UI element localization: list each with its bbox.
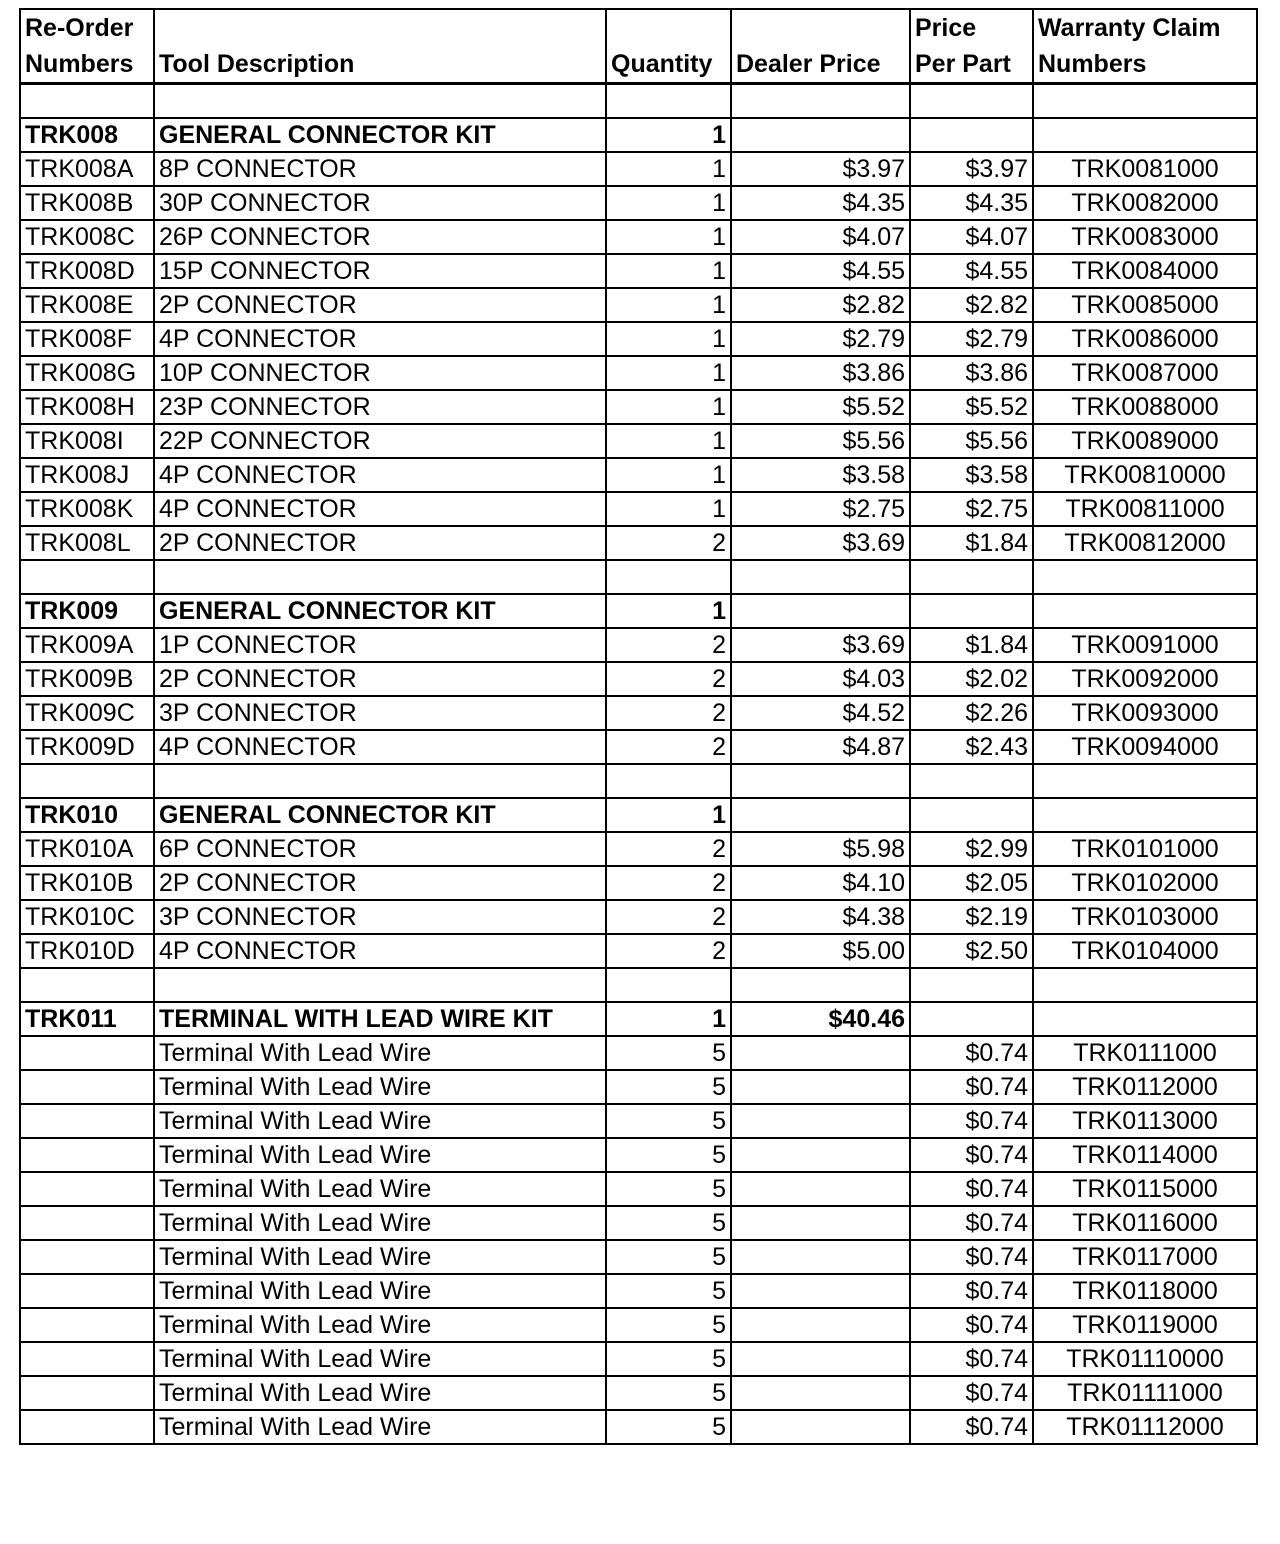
warranty-claim-number: TRK0085000 <box>1033 288 1257 322</box>
part-row <box>20 1240 1257 1274</box>
price-per-part <box>910 1002 1033 1036</box>
dealer-price: $5.98 <box>731 832 910 866</box>
warranty-claim-number: TRK00811000 <box>1033 492 1257 526</box>
price-per-part: $0.74 <box>910 1172 1033 1206</box>
quantity: 2 <box>606 900 731 934</box>
tool-description: Terminal With Lead Wire <box>154 1036 606 1070</box>
reorder-number <box>20 1308 154 1342</box>
part-row <box>20 254 1257 288</box>
warranty-claim-number <box>1033 594 1257 628</box>
reorder-number <box>20 1240 154 1274</box>
quantity: 1 <box>606 254 731 288</box>
dealer-price: $4.38 <box>731 900 910 934</box>
tool-description: Terminal With Lead Wire <box>154 1240 606 1274</box>
part-row <box>20 288 1257 322</box>
price-per-part: $1.84 <box>910 628 1033 662</box>
empty-cell <box>20 764 154 798</box>
warranty-claim-number: TRK0115000 <box>1033 1172 1257 1206</box>
reorder-number <box>20 1342 154 1376</box>
dealer-price: $3.58 <box>731 458 910 492</box>
header-price-per-part: Price Per Part <box>910 9 1033 84</box>
spacer-row <box>20 560 1257 594</box>
part-row <box>20 526 1257 560</box>
tool-description: 2P CONNECTOR <box>154 526 606 560</box>
part-row <box>20 424 1257 458</box>
dealer-price: $4.07 <box>731 220 910 254</box>
quantity: 1 <box>606 220 731 254</box>
quantity: 2 <box>606 866 731 900</box>
price-per-part: $5.52 <box>910 390 1033 424</box>
price-per-part: $2.82 <box>910 288 1033 322</box>
price-per-part: $2.43 <box>910 730 1033 764</box>
empty-cell <box>20 968 154 1002</box>
quantity: 1 <box>606 1002 731 1036</box>
quantity: 5 <box>606 1308 731 1342</box>
dealer-price: $4.87 <box>731 730 910 764</box>
reorder-number: TRK008A <box>20 152 154 186</box>
quantity: 5 <box>606 1376 731 1410</box>
quantity: 1 <box>606 458 731 492</box>
reorder-number <box>20 1376 154 1410</box>
reorder-number <box>20 1410 154 1444</box>
price-per-part: $2.75 <box>910 492 1033 526</box>
tool-description: Terminal With Lead Wire <box>154 1206 606 1240</box>
reorder-number: TRK010 <box>20 798 154 832</box>
price-per-part: $2.26 <box>910 696 1033 730</box>
price-per-part: $1.84 <box>910 526 1033 560</box>
reorder-number: TRK011 <box>20 1002 154 1036</box>
dealer-price: $2.79 <box>731 322 910 356</box>
quantity: 5 <box>606 1410 731 1444</box>
price-per-part: $2.79 <box>910 322 1033 356</box>
price-per-part: $5.56 <box>910 424 1033 458</box>
empty-cell <box>20 84 154 119</box>
quantity: 2 <box>606 934 731 968</box>
reorder-number: TRK008F <box>20 322 154 356</box>
dealer-price: $3.69 <box>731 526 910 560</box>
part-row <box>20 1138 1257 1172</box>
dealer-price <box>731 1104 910 1138</box>
empty-cell <box>1033 764 1257 798</box>
warranty-claim-number: TRK0101000 <box>1033 832 1257 866</box>
tool-description: GENERAL CONNECTOR KIT <box>154 798 606 832</box>
quantity: 2 <box>606 832 731 866</box>
warranty-claim-number: TRK0112000 <box>1033 1070 1257 1104</box>
warranty-claim-number: TRK0119000 <box>1033 1308 1257 1342</box>
empty-cell <box>606 84 731 119</box>
tool-description: TERMINAL WITH LEAD WIRE KIT <box>154 1002 606 1036</box>
quantity: 1 <box>606 186 731 220</box>
reorder-number: TRK009D <box>20 730 154 764</box>
dealer-price: $4.10 <box>731 866 910 900</box>
warranty-claim-number: TRK0092000 <box>1033 662 1257 696</box>
empty-cell <box>910 84 1033 119</box>
quantity: 5 <box>606 1104 731 1138</box>
header-warranty-claim-numbers: Warranty Claim Numbers <box>1033 9 1257 84</box>
price-per-part: $0.74 <box>910 1070 1033 1104</box>
parts-price-table <box>19 8 1258 1445</box>
price-per-part: $0.74 <box>910 1104 1033 1138</box>
dealer-price: $3.97 <box>731 152 910 186</box>
empty-cell <box>154 968 606 1002</box>
part-row <box>20 390 1257 424</box>
price-per-part: $3.86 <box>910 356 1033 390</box>
tool-description: 10P CONNECTOR <box>154 356 606 390</box>
tool-description: GENERAL CONNECTOR KIT <box>154 594 606 628</box>
tool-description: 22P CONNECTOR <box>154 424 606 458</box>
warranty-claim-number: TRK0081000 <box>1033 152 1257 186</box>
header-dealer-price: Dealer Price <box>731 9 910 84</box>
reorder-number: TRK009A <box>20 628 154 662</box>
quantity: 1 <box>606 594 731 628</box>
dealer-price <box>731 1342 910 1376</box>
part-row <box>20 492 1257 526</box>
dealer-price: $2.75 <box>731 492 910 526</box>
price-per-part: $2.02 <box>910 662 1033 696</box>
tool-description: Terminal With Lead Wire <box>154 1104 606 1138</box>
reorder-number <box>20 1104 154 1138</box>
reorder-number: TRK008E <box>20 288 154 322</box>
warranty-claim-number: TRK0084000 <box>1033 254 1257 288</box>
quantity: 1 <box>606 798 731 832</box>
part-row <box>20 1274 1257 1308</box>
warranty-claim-number: TRK0088000 <box>1033 390 1257 424</box>
reorder-number: TRK009B <box>20 662 154 696</box>
part-row <box>20 628 1257 662</box>
kit-row <box>20 1002 1257 1036</box>
tool-description: Terminal With Lead Wire <box>154 1274 606 1308</box>
part-row <box>20 1376 1257 1410</box>
reorder-number <box>20 1172 154 1206</box>
price-per-part: $3.58 <box>910 458 1033 492</box>
warranty-claim-number: TRK0118000 <box>1033 1274 1257 1308</box>
tool-description: 1P CONNECTOR <box>154 628 606 662</box>
part-row <box>20 832 1257 866</box>
warranty-claim-number <box>1033 798 1257 832</box>
dealer-price <box>731 798 910 832</box>
header-row <box>20 9 1257 84</box>
tool-description: 4P CONNECTOR <box>154 492 606 526</box>
empty-cell <box>606 560 731 594</box>
warranty-claim-number: TRK0082000 <box>1033 186 1257 220</box>
price-per-part: $0.74 <box>910 1410 1033 1444</box>
warranty-claim-number: TRK00810000 <box>1033 458 1257 492</box>
dealer-price <box>731 594 910 628</box>
reorder-number: TRK008 <box>20 118 154 152</box>
tool-description: Terminal With Lead Wire <box>154 1070 606 1104</box>
tool-description: Terminal With Lead Wire <box>154 1342 606 1376</box>
part-row <box>20 322 1257 356</box>
dealer-price: $3.86 <box>731 356 910 390</box>
tool-description: 2P CONNECTOR <box>154 662 606 696</box>
quantity: 2 <box>606 730 731 764</box>
part-row <box>20 934 1257 968</box>
quantity: 5 <box>606 1070 731 1104</box>
warranty-claim-number: TRK0116000 <box>1033 1206 1257 1240</box>
empty-cell <box>731 968 910 1002</box>
tool-description: 4P CONNECTOR <box>154 458 606 492</box>
part-row <box>20 662 1257 696</box>
quantity: 2 <box>606 526 731 560</box>
tool-description: 26P CONNECTOR <box>154 220 606 254</box>
price-per-part: $0.74 <box>910 1138 1033 1172</box>
warranty-claim-number: TRK0114000 <box>1033 1138 1257 1172</box>
reorder-number: TRK008B <box>20 186 154 220</box>
spacer-row <box>20 764 1257 798</box>
part-row <box>20 152 1257 186</box>
part-row <box>20 900 1257 934</box>
quantity: 1 <box>606 424 731 458</box>
part-row <box>20 1104 1257 1138</box>
part-row <box>20 186 1257 220</box>
empty-cell <box>731 764 910 798</box>
dealer-price: $4.55 <box>731 254 910 288</box>
dealer-price <box>731 1036 910 1070</box>
warranty-claim-number: TRK0091000 <box>1033 628 1257 662</box>
quantity: 5 <box>606 1274 731 1308</box>
price-per-part: $3.97 <box>910 152 1033 186</box>
reorder-number <box>20 1138 154 1172</box>
header-tool-description: Tool Description <box>154 9 606 84</box>
warranty-claim-number: TRK01112000 <box>1033 1410 1257 1444</box>
reorder-number: TRK008L <box>20 526 154 560</box>
reorder-number: TRK008C <box>20 220 154 254</box>
empty-cell <box>1033 84 1257 119</box>
warranty-claim-number: TRK0111000 <box>1033 1036 1257 1070</box>
tool-description: 3P CONNECTOR <box>154 696 606 730</box>
price-per-part <box>910 798 1033 832</box>
warranty-claim-number <box>1033 118 1257 152</box>
spacer-row <box>20 968 1257 1002</box>
price-per-part: $0.74 <box>910 1036 1033 1070</box>
header-reorder-numbers: Re-Order Numbers <box>20 9 154 84</box>
empty-cell <box>910 560 1033 594</box>
warranty-claim-number: TRK0083000 <box>1033 220 1257 254</box>
price-per-part: $0.74 <box>910 1376 1033 1410</box>
tool-description: 2P CONNECTOR <box>154 288 606 322</box>
quantity: 2 <box>606 628 731 662</box>
dealer-price: $5.00 <box>731 934 910 968</box>
quantity: 1 <box>606 152 731 186</box>
empty-cell <box>910 764 1033 798</box>
reorder-number <box>20 1036 154 1070</box>
tool-description: 23P CONNECTOR <box>154 390 606 424</box>
tool-description: Terminal With Lead Wire <box>154 1172 606 1206</box>
empty-cell <box>1033 968 1257 1002</box>
dealer-price: $40.46 <box>731 1002 910 1036</box>
quantity: 1 <box>606 492 731 526</box>
warranty-claim-number: TRK0094000 <box>1033 730 1257 764</box>
price-per-part: $2.50 <box>910 934 1033 968</box>
header-quantity: Quantity <box>606 9 731 84</box>
quantity: 2 <box>606 696 731 730</box>
part-row <box>20 1410 1257 1444</box>
quantity: 2 <box>606 662 731 696</box>
reorder-number: TRK009C <box>20 696 154 730</box>
price-per-part: $4.07 <box>910 220 1033 254</box>
warranty-claim-number: TRK0093000 <box>1033 696 1257 730</box>
quantity: 1 <box>606 356 731 390</box>
dealer-price <box>731 1206 910 1240</box>
part-row <box>20 1206 1257 1240</box>
quantity: 5 <box>606 1138 731 1172</box>
price-per-part: $4.35 <box>910 186 1033 220</box>
reorder-number: TRK009 <box>20 594 154 628</box>
tool-description: 15P CONNECTOR <box>154 254 606 288</box>
part-row <box>20 220 1257 254</box>
empty-cell <box>606 968 731 1002</box>
dealer-price: $5.56 <box>731 424 910 458</box>
warranty-claim-number: TRK0117000 <box>1033 1240 1257 1274</box>
warranty-claim-number: TRK0113000 <box>1033 1104 1257 1138</box>
part-row <box>20 1036 1257 1070</box>
reorder-number: TRK008J <box>20 458 154 492</box>
table-body <box>20 84 1257 1445</box>
reorder-number: TRK010A <box>20 832 154 866</box>
tool-description: Terminal With Lead Wire <box>154 1308 606 1342</box>
tool-description: 6P CONNECTOR <box>154 832 606 866</box>
dealer-price <box>731 1274 910 1308</box>
spacer-row <box>20 84 1257 119</box>
warranty-claim-number: TRK01110000 <box>1033 1342 1257 1376</box>
kit-row <box>20 118 1257 152</box>
dealer-price: $3.69 <box>731 628 910 662</box>
dealer-price: $4.35 <box>731 186 910 220</box>
empty-cell <box>731 560 910 594</box>
reorder-number: TRK008G <box>20 356 154 390</box>
tool-description: Terminal With Lead Wire <box>154 1410 606 1444</box>
quantity: 1 <box>606 118 731 152</box>
price-per-part: $4.55 <box>910 254 1033 288</box>
price-per-part: $2.99 <box>910 832 1033 866</box>
quantity: 5 <box>606 1206 731 1240</box>
price-per-part: $0.74 <box>910 1206 1033 1240</box>
part-row <box>20 1342 1257 1376</box>
tool-description: Terminal With Lead Wire <box>154 1376 606 1410</box>
warranty-claim-number: TRK0089000 <box>1033 424 1257 458</box>
part-row <box>20 1308 1257 1342</box>
warranty-claim-number: TRK0102000 <box>1033 866 1257 900</box>
price-per-part <box>910 118 1033 152</box>
dealer-price <box>731 1308 910 1342</box>
price-per-part: $0.74 <box>910 1342 1033 1376</box>
quantity: 5 <box>606 1342 731 1376</box>
quantity: 1 <box>606 322 731 356</box>
price-per-part: $2.19 <box>910 900 1033 934</box>
tool-description: 4P CONNECTOR <box>154 934 606 968</box>
tool-description: 30P CONNECTOR <box>154 186 606 220</box>
dealer-price: $2.82 <box>731 288 910 322</box>
tool-description: 4P CONNECTOR <box>154 730 606 764</box>
empty-cell <box>1033 560 1257 594</box>
part-row <box>20 696 1257 730</box>
reorder-number: TRK010B <box>20 866 154 900</box>
reorder-number <box>20 1070 154 1104</box>
reorder-number: TRK010D <box>20 934 154 968</box>
reorder-number: TRK008K <box>20 492 154 526</box>
tool-description: 2P CONNECTOR <box>154 866 606 900</box>
empty-cell <box>606 764 731 798</box>
dealer-price <box>731 118 910 152</box>
warranty-claim-number <box>1033 1002 1257 1036</box>
dealer-price: $4.03 <box>731 662 910 696</box>
part-row <box>20 1070 1257 1104</box>
empty-cell <box>731 84 910 119</box>
part-row <box>20 730 1257 764</box>
reorder-number <box>20 1274 154 1308</box>
reorder-number: TRK008D <box>20 254 154 288</box>
kit-row <box>20 594 1257 628</box>
empty-cell <box>910 968 1033 1002</box>
price-per-part: $2.05 <box>910 866 1033 900</box>
empty-cell <box>20 560 154 594</box>
part-row <box>20 1172 1257 1206</box>
dealer-price <box>731 1240 910 1274</box>
quantity: 5 <box>606 1240 731 1274</box>
tool-description: 8P CONNECTOR <box>154 152 606 186</box>
reorder-number: TRK010C <box>20 900 154 934</box>
kit-row <box>20 798 1257 832</box>
dealer-price <box>731 1376 910 1410</box>
empty-cell <box>154 764 606 798</box>
price-per-part: $0.74 <box>910 1308 1033 1342</box>
tool-description: 4P CONNECTOR <box>154 322 606 356</box>
quantity: 1 <box>606 390 731 424</box>
dealer-price: $4.52 <box>731 696 910 730</box>
warranty-claim-number: TRK0104000 <box>1033 934 1257 968</box>
part-row <box>20 866 1257 900</box>
quantity: 1 <box>606 288 731 322</box>
reorder-number: TRK008I <box>20 424 154 458</box>
dealer-price <box>731 1172 910 1206</box>
part-row <box>20 356 1257 390</box>
warranty-claim-number: TRK01111000 <box>1033 1376 1257 1410</box>
tool-description: 3P CONNECTOR <box>154 900 606 934</box>
dealer-price: $5.52 <box>731 390 910 424</box>
reorder-number: TRK008H <box>20 390 154 424</box>
quantity: 5 <box>606 1172 731 1206</box>
dealer-price <box>731 1410 910 1444</box>
price-per-part: $0.74 <box>910 1274 1033 1308</box>
price-per-part <box>910 594 1033 628</box>
part-row <box>20 458 1257 492</box>
quantity: 5 <box>606 1036 731 1070</box>
dealer-price <box>731 1138 910 1172</box>
empty-cell <box>154 84 606 119</box>
tool-description: Terminal With Lead Wire <box>154 1138 606 1172</box>
tool-description: GENERAL CONNECTOR KIT <box>154 118 606 152</box>
warranty-claim-number: TRK0103000 <box>1033 900 1257 934</box>
warranty-claim-number: TRK0086000 <box>1033 322 1257 356</box>
warranty-claim-number: TRK0087000 <box>1033 356 1257 390</box>
empty-cell <box>154 560 606 594</box>
price-per-part: $0.74 <box>910 1240 1033 1274</box>
reorder-number <box>20 1206 154 1240</box>
warranty-claim-number: TRK00812000 <box>1033 526 1257 560</box>
dealer-price <box>731 1070 910 1104</box>
